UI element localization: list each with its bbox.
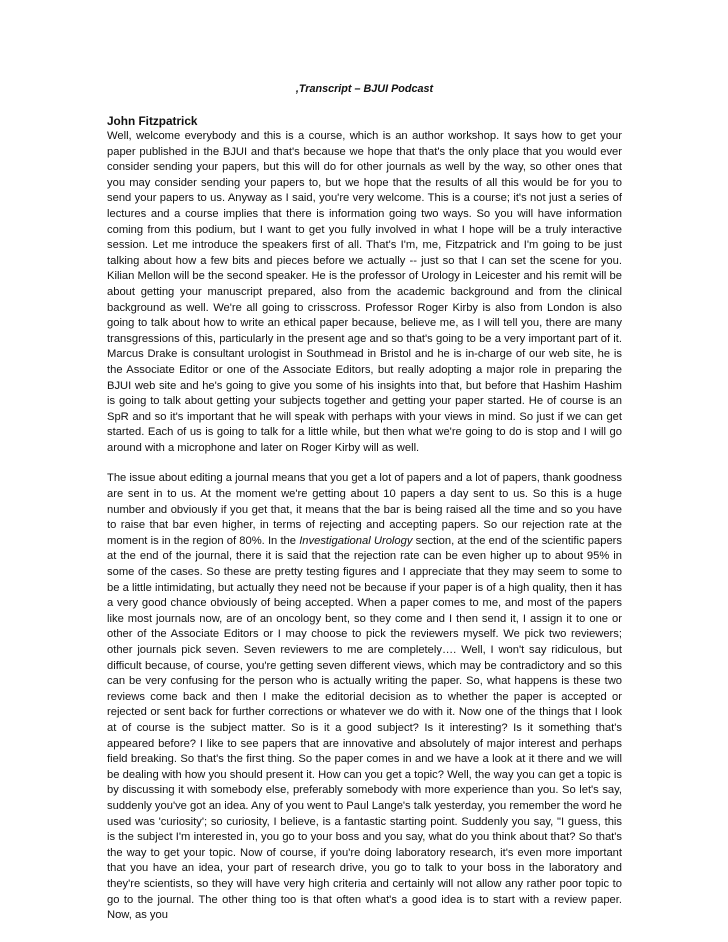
- transcript-page: [107, 82, 622, 924]
- paragraph-editing-text-1: The issue about editing a journal means that you get a lot of papers and a lot of papers, thank goodness are sent in to us. At the moment we're getting about 10 papers a day sent to us. So this is a huge number and obviously if you get that, it means that the bar is being raised all the time and so you have to raise that bar even higher, in terms of rejecting and accepting papers. So our rejection rate at the moment is in the region of 80%. In the: [107, 472, 622, 547]
- speaker-name: John Fitzpatrick: [107, 114, 198, 128]
- paragraph-introduction: Well, welcome everybody and this is a course, which is an author workshop. It says how to get your paper published in the BJUI and that's because we hope that that's the only place that you would ever consider sending your papers, but this will do for other journals as well by the way, so other ones that you may consider sending your papers to, but we hope that the results of all this would be for you to send your papers to us. Anyway as I said, you're very welcome. This is a course; it's not just a series of lectures and a course implies that there is information going two ways. So you will have information coming from this podium, but I want to get you fully involved in what I hope will be a truly interactive session. Let me introduce the speakers first of all. That's I'm, me, Fitzpatrick and I'm going to be just talking about how a few bits and pieces before we actually -- just so that I can set the scene for you. Kilian Mellon will be the second speaker. He is the professor of Urology in Leicester and his remit will be about getting your manuscript prepared, also from the academic background and from the clinical background as well. We're all going to crisscross. Professor Roger Kirby is also from London is also going to talk about how to write an ethical paper because, believe me, as I will tell you, there are many transgressions of this, particularly in the present age and so that's going to be a very important part of it. Marcus Drake is consultant urologist in Southmead in Bristol and he is in-charge of our web site, he is the Associate Editor or one of the Associate Editors, but really adopting a major role in preparing the BJUI web site and he's going to give you some of his insights into that, but before that Hashim Hashim is going to talk about getting your subjects together and getting your paper started. He of course is an SpR and so it's important that he will speak with perhaps with your views in mind. So just if we can get started. Each of us is going to talk for a little while, but then what we're going to do is stop and I will go around with a microphone and later on Roger Kirby will as well.: [107, 130, 622, 454]
- paragraph-editing: [107, 471, 622, 923]
- paragraph-editing-text-2: section, at the end of the scientific papers at the end of the journal, there it is said that the rejection rate can be even higher up to about 95% in some of the cases. So these are pretty testing figures and I appreciate that they may seem to some to be a little intimidating, but actually they need not be because if your paper is of a high quality, then it has a very good chance obviously of being accepted. When a paper comes to me, and most of the papers like most journals now, are of an oncology bent, so they come and I then send it, I assign it to one or other of the Associate Editors or I may choose to pick the reviewers myself. We pick two reviewers; other journals pick seven. Seven reviewers to me are completely…. Well, I won't say ridiculous, but difficult because, of course, you're getting seven different views, which may be contradictory and so this can be very confusing for the person who is actually writing the paper. So, what happens is these two reviews come back and then I make the editorial decision as to whether the paper is accepted or rejected or sent back for further corrections or whatever we do with it. Now one of the things that I look at of course is the subject matter. So is it a good subject? Is it interesting? Is it something that's appeared before? I like to see papers that are innovative and absolutely of major interest and perhaps field breaking. So that's the first thing. So the paper comes in and we have a look at it there and we will be dealing with how you should present it. How can you get a topic? Well, the way you can get a topic is by discussing it with somebody else, preferably somebody with more experience than you. So let's say, suddenly you've got an idea. Any of you went to Paul Lange's talk yesterday, you remember the word he used was 'curiosity'; so curiosity, I believe, is a fantastic starting point. Suddenly you say, "I guess, this is the subject I'm interested in, you go to your boss and you say, what do you think about that? So that's the way to get your topic. Now of course, if you're doing laboratory research, it's even more important that you have an idea, your part of research drive, you go to talk to your boss in the laboratory and they're scientists, so they will have very high criteria and certainly will not allow any rather poor topic to go to the journal. The other thing too is that often what's a good idea is to start with a review paper. Now, as you: [107, 534, 622, 922]
- document-title: ,Transcript – BJUI Podcast: [295, 83, 434, 95]
- section-name-italic: Investigational Urology: [299, 534, 413, 547]
